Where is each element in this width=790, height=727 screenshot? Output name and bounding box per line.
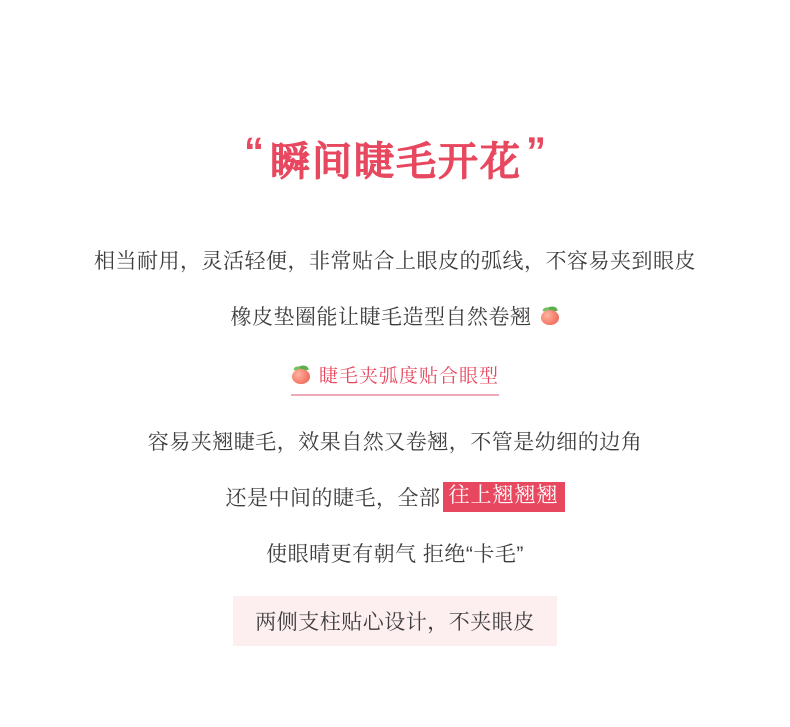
headline-text: 瞬间睫毛开花	[270, 140, 522, 184]
quote-open: “	[244, 130, 264, 174]
highlight-badge: 往上翘翘翘	[443, 482, 565, 511]
paragraph-line-3: 容易夹翘睫毛，效果自然又卷翘，不管是幼细的边角	[147, 431, 643, 454]
quote-close: ”	[526, 130, 546, 174]
section-subheading-label: 睫毛夹弧度贴合眼型	[318, 366, 499, 387]
peach-icon	[540, 306, 560, 326]
section-subheading	[291, 361, 499, 396]
paragraph-line-1: 相当耐用，灵活轻便，非常贴合上眼皮的弧线，不容易夹到眼皮	[94, 250, 696, 273]
paragraph-line-2-text: 橡皮垫圈能让睫毛造型自然卷翘	[230, 306, 532, 329]
paragraph-line-4	[226, 482, 565, 512]
page-title	[244, 130, 546, 184]
paragraph-line-4-prefix: 还是中间的睫毛，全部	[225, 487, 441, 510]
footer-note: 两侧支柱贴心设计，不夹眼皮	[233, 596, 557, 646]
paragraph-line-2	[231, 301, 560, 331]
paragraph-line-5: 使眼晴更有朝气 拒绝“卡毛”	[266, 543, 524, 566]
peach-icon	[291, 365, 311, 385]
